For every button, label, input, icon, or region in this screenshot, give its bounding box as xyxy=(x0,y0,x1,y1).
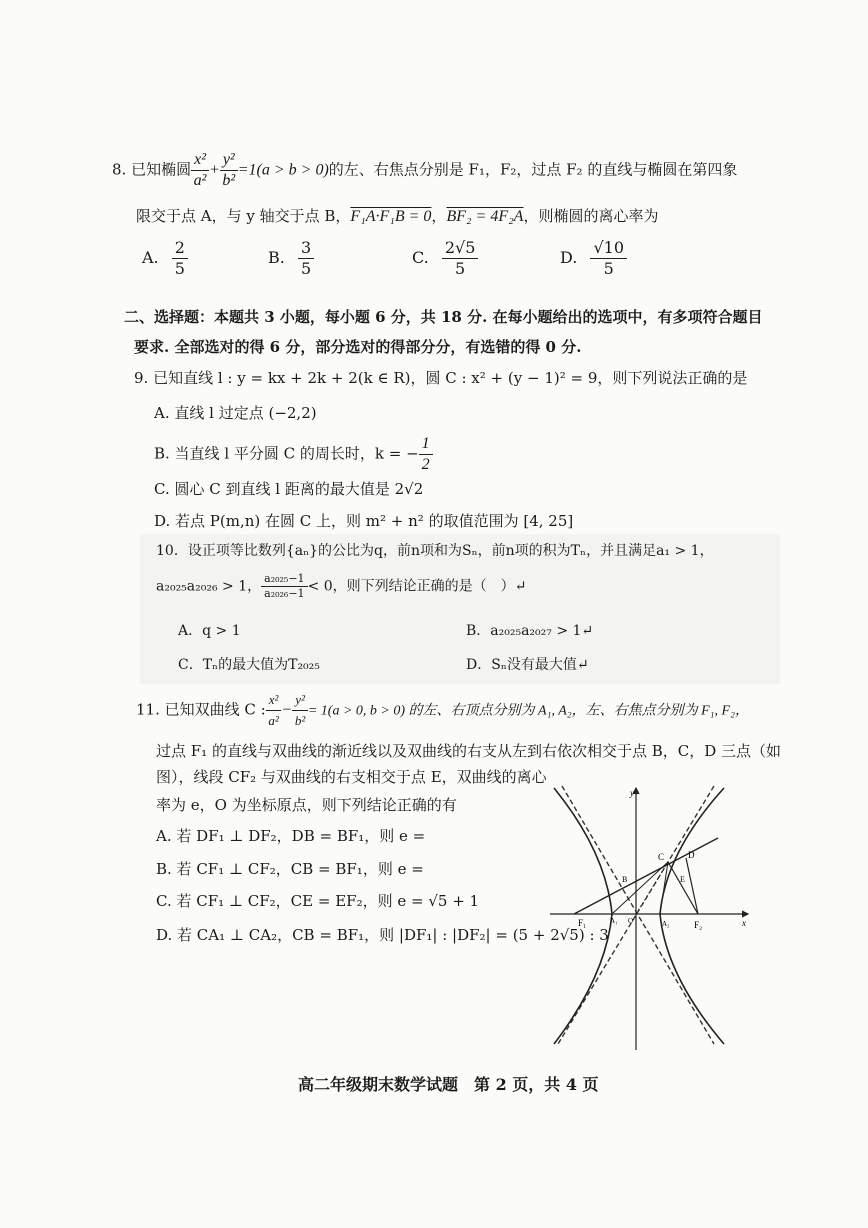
q8-stem-a: 已知椭圆 xyxy=(131,160,192,179)
q11-option-b: B. 若 CF₁ ⊥ CF₂，CB = BF₁，则 e = xyxy=(156,860,424,878)
section2-heading-line1: 二、选择题：本题共 3 小题，每小题 6 分，共 18 分. 在每小题给出的选项中，有多项符合题目 xyxy=(124,308,763,326)
segment-ca1 xyxy=(612,862,668,914)
q8-ellipse-y-frac: $\frac{\text{y²}}{\text{b²}}$ xyxy=(220,150,238,191)
hyperbola-right-branch xyxy=(660,788,724,1044)
q8-line2 xyxy=(136,205,658,226)
q9-option-a: A. 直线 l 过定点 (−2,2) xyxy=(154,404,317,422)
q11-option-c: C. 若 CF₁ ⊥ CF₂，CE = EF₂，则 e = √5 + 1 xyxy=(156,892,480,910)
q8-ellipse-x-frac: $\frac{\text{x²}}{\text{a²}}$ xyxy=(191,150,209,191)
q10-conditions: a₂₀₂₅a₂₀₂₆ > 1， $\frac{\text{a₂₀₂₅−1}}{\text{a₂₀₂₆−1}}$ < 0，则下列结论正确的是（ ）↵ xyxy=(156,572,527,600)
label-d: D xyxy=(688,850,695,860)
section2-heading-line2: 要求. 全部选对的得 6 分，部分选对的得部分分，有选错的得 0 分. xyxy=(134,338,582,356)
q8-option-d: D. $\frac{√10}{5}$ xyxy=(560,238,627,279)
q8-option-b: B. $\frac{3}{5}$ xyxy=(268,238,314,279)
q8-line2-a: 限交于点 A，与 y 轴交于点 B， xyxy=(136,207,351,225)
q8-line1 xyxy=(112,150,737,191)
label-a2: A₂ xyxy=(662,920,670,928)
q8-plus: + xyxy=(209,161,220,179)
label-e: E xyxy=(680,875,685,884)
hyperbola-left-branch xyxy=(554,788,612,1044)
label-x: x xyxy=(742,918,746,928)
q10-option-d: D．Sₙ没有最大值↵ xyxy=(466,657,589,673)
segment-df2 xyxy=(686,858,698,914)
q8-ellipse-rest: =1(a > b > 0) xyxy=(237,161,329,179)
q11-line4: 率为 e，O 为坐标原点，则下列结论正确的有 xyxy=(156,796,457,814)
q9-option-d: D. 若点 P(m,n) 在圆 C 上，则 m² + n² 的取值范围为 [4, 25] xyxy=(154,512,574,530)
label-c: C xyxy=(658,852,665,862)
q10-stem: 10．设正项等比数列{aₙ}的公比为q，前n项和为Sₙ，前n项的积为Tₙ，并且满足a₁ > 1， xyxy=(156,543,714,559)
label-o: O xyxy=(628,917,634,925)
q9-option-b: B. 当直线 l 平分圆 C 的周长时，k = − $\frac{1}{2}$ xyxy=(154,434,433,475)
q10-option-a: A．q > 1 xyxy=(178,623,241,639)
segment-cf2 xyxy=(668,862,698,914)
q8-vec-cond-2: BF₂ = 4F₂A xyxy=(446,208,524,225)
q8-stem-b: 的左、右焦点分别是 F₁，F₂，过点 F₂ 的直线与椭圆在第四象 xyxy=(328,160,738,179)
label-y: y xyxy=(630,788,634,798)
q8-option-a: A. $\frac{2}{5}$ xyxy=(142,238,188,279)
label-f1: F₁ xyxy=(578,918,587,928)
q8-line2-sep: ， xyxy=(431,207,447,225)
q8-line2-b: ，则椭圆的离心率为 xyxy=(523,207,659,225)
q11-line1: 11. 已知双曲线 C : $\frac{\text{x²}}{\text{a²}}$ − $\frac{\text{y²}}{\text{b²}}$ = 1(a > 0, b > 0) 的左、右顶点分别为 A₁, A₂，左、右焦点分别为 F₁, F₂， xyxy=(136,692,749,728)
line-f1-bcd xyxy=(574,838,718,914)
label-a1: A₁ xyxy=(610,917,618,925)
q10-option-c: C．Tₙ的最大值为T₂₀₂₅ xyxy=(178,657,320,673)
label-b: B xyxy=(622,875,628,884)
hyperbola-figure xyxy=(548,782,758,1052)
q11-option-a: A. 若 DF₁ ⊥ DF₂，DB = BF₁，则 e = xyxy=(156,827,426,845)
q9-option-c: C. 圆心 C 到直线 l 距离的最大值是 2√2 xyxy=(154,480,424,498)
q10-option-b: B．a₂₀₂₅a₂₀₂₇ > 1↵ xyxy=(466,623,594,639)
q8-number: 8. xyxy=(112,160,127,179)
label-f2: F₂ xyxy=(694,920,703,930)
q11-option-d: D. 若 CA₁ ⊥ CA₂，CB = BF₁，则 |DF₁| : |DF₂| = (5 + 2√5) : 3 xyxy=(156,926,609,944)
page-footer: 高二年级期末数学试题 第 2 页，共 4 页 xyxy=(298,1075,599,1094)
q8-vec-cond-1: F₁A·F₁B = 0 xyxy=(350,208,432,225)
q8-option-c: C. $\frac{2√5}{5}$ xyxy=(412,238,478,279)
q11-line2: 过点 F₁ 的直线与双曲线的渐近线以及双曲线的右支从左到右依次相交于点 B，C，D 三点（如 xyxy=(156,742,782,760)
q9-stem: 9. 已知直线 l : y = kx + 2k + 2(k ∈ R)，圆 C : x² + (y − 1)² = 9，则下列说法正确的是 xyxy=(134,369,748,387)
q11-line3: 图），线段 CF₂ 与双曲线的右支相交于点 E，双曲线的离心 xyxy=(156,768,547,786)
